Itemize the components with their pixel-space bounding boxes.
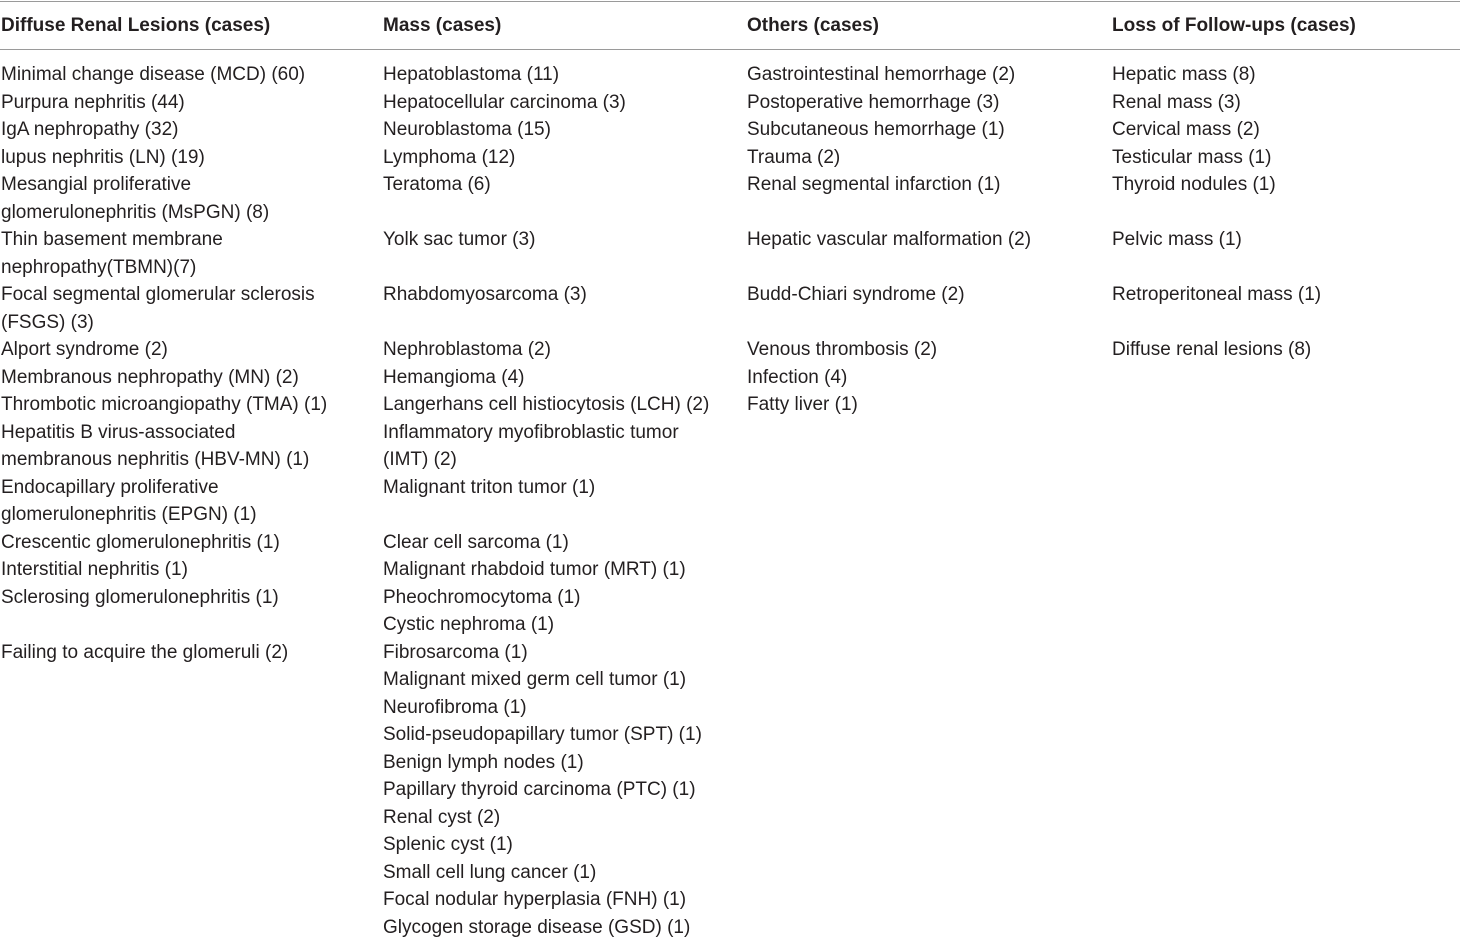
column-header: Diffuse Renal Lesions (cases): [1, 14, 270, 38]
row-spacer: [383, 199, 709, 227]
row-spacer: [1, 611, 327, 639]
table-cell-line: Testicular mass (1): [1112, 144, 1321, 172]
table-cell-line: Inflammatory myofibroblastic tumor: [383, 419, 709, 447]
table-cell-line: lupus nephritis (LN) (19): [1, 144, 327, 172]
table-cell-line: glomerulonephritis (MsPGN) (8): [1, 199, 327, 227]
table-cell-line: Rhabdomyosarcoma (3): [383, 281, 709, 309]
table-cell-line: (FSGS) (3): [1, 309, 327, 337]
row-spacer: [383, 254, 709, 282]
table-cell-line: Malignant triton tumor (1): [383, 474, 709, 502]
table-cell-line: Neurofibroma (1): [383, 694, 709, 722]
table-cell-line: Pelvic mass (1): [1112, 226, 1321, 254]
table-cell-line: Thin basement membrane: [1, 226, 327, 254]
column-header: Loss of Follow-ups (cases): [1112, 14, 1356, 38]
table-cell-line: Benign lymph nodes (1): [383, 749, 709, 777]
table-cell-line: Purpura nephritis (44): [1, 89, 327, 117]
table-cell-line: Splenic cyst (1): [383, 831, 709, 859]
table-cell-line: Retroperitoneal mass (1): [1112, 281, 1321, 309]
table-cell-line: Failing to acquire the glomeruli (2): [1, 639, 327, 667]
table-cell-line: Subcutaneous hemorrhage (1): [747, 116, 1031, 144]
table-cell-line: Minimal change disease (MCD) (60): [1, 61, 327, 89]
row-spacer: [747, 254, 1031, 282]
table-cell-line: Focal nodular hyperplasia (FNH) (1): [383, 886, 709, 914]
table-cell-line: Hepatoblastoma (11): [383, 61, 709, 89]
table-cell-line: Thrombotic microangiopathy (TMA) (1): [1, 391, 327, 419]
table-cell-line: Budd-Chiari syndrome (2): [747, 281, 1031, 309]
table-cell-line: Trauma (2): [747, 144, 1031, 172]
row-spacer: [383, 501, 709, 529]
table-cell-line: Postoperative hemorrhage (3): [747, 89, 1031, 117]
row-spacer: [747, 309, 1031, 337]
table-cell-line: Yolk sac tumor (3): [383, 226, 709, 254]
table-cell-line: Malignant mixed germ cell tumor (1): [383, 666, 709, 694]
table-cell-line: Gastrointestinal hemorrhage (2): [747, 61, 1031, 89]
row-spacer: [747, 199, 1031, 227]
row-spacer: [1112, 199, 1321, 227]
table-cell-line: Infection (4): [747, 364, 1031, 392]
table-cell-line: Nephroblastoma (2): [383, 336, 709, 364]
table-cell-line: Membranous nephropathy (MN) (2): [1, 364, 327, 392]
table-cell-line: Lymphoma (12): [383, 144, 709, 172]
table-cell-line: Fibrosarcoma (1): [383, 639, 709, 667]
table-cell-line: Sclerosing glomerulonephritis (1): [1, 584, 327, 612]
table-cell-line: Renal segmental infarction (1): [747, 171, 1031, 199]
table-cell-line: Alport syndrome (2): [1, 336, 327, 364]
column-header: Mass (cases): [383, 14, 501, 38]
table-cell-line: Teratoma (6): [383, 171, 709, 199]
column-body: [1, 61, 327, 666]
row-spacer: [1112, 254, 1321, 282]
column-header: Others (cases): [747, 14, 879, 38]
table-cell-line: Hepatitis B virus-associated: [1, 419, 327, 447]
table-cell-line: Crescentic glomerulonephritis (1): [1, 529, 327, 557]
table-cell-line: Langerhans cell histiocytosis (LCH) (2): [383, 391, 709, 419]
table-cell-line: Cervical mass (2): [1112, 116, 1321, 144]
table-cell-line: Hemangioma (4): [383, 364, 709, 392]
table-header-rule: [0, 49, 1460, 50]
table-cell-line: Thyroid nodules (1): [1112, 171, 1321, 199]
table-cell-line: Pheochromocytoma (1): [383, 584, 709, 612]
table-cell-line: Interstitial nephritis (1): [1, 556, 327, 584]
table-cell-line: Small cell lung cancer (1): [383, 859, 709, 887]
table-cell-line: Mesangial proliferative: [1, 171, 327, 199]
table-top-rule: [0, 1, 1460, 2]
table-cell-line: Neuroblastoma (15): [383, 116, 709, 144]
table-cell-line: Renal mass (3): [1112, 89, 1321, 117]
row-spacer: [383, 309, 709, 337]
table-cell-line: nephropathy(TBMN)(7): [1, 254, 327, 282]
table-cell-line: glomerulonephritis (EPGN) (1): [1, 501, 327, 529]
table-cell-line: Malignant rhabdoid tumor (MRT) (1): [383, 556, 709, 584]
table-cell-line: Solid-pseudopapillary tumor (SPT) (1): [383, 721, 709, 749]
table-cell-line: Papillary thyroid carcinoma (PTC) (1): [383, 776, 709, 804]
table-cell-line: Hepatic vascular malformation (2): [747, 226, 1031, 254]
table-cell-line: Venous thrombosis (2): [747, 336, 1031, 364]
table-cell-line: Hepatic mass (8): [1112, 61, 1321, 89]
table-cell-line: Cystic nephroma (1): [383, 611, 709, 639]
table-cell-line: Focal segmental glomerular sclerosis: [1, 281, 327, 309]
table-cell-line: Glycogen storage disease (GSD) (1): [383, 914, 709, 941]
table-cell-line: Fatty liver (1): [747, 391, 1031, 419]
table-cell-line: (IMT) (2): [383, 446, 709, 474]
table-cell-line: Clear cell sarcoma (1): [383, 529, 709, 557]
table-cell-line: Diffuse renal lesions (8): [1112, 336, 1321, 364]
column-body: [747, 61, 1031, 419]
column-body: [1112, 61, 1321, 364]
column-body: [383, 61, 709, 941]
table-cell-line: Renal cyst (2): [383, 804, 709, 832]
table-cell-line: membranous nephritis (HBV-MN) (1): [1, 446, 327, 474]
row-spacer: [1112, 309, 1321, 337]
table-cell-line: Endocapillary proliferative: [1, 474, 327, 502]
table-cell-line: Hepatocellular carcinoma (3): [383, 89, 709, 117]
table-cell-line: IgA nephropathy (32): [1, 116, 327, 144]
